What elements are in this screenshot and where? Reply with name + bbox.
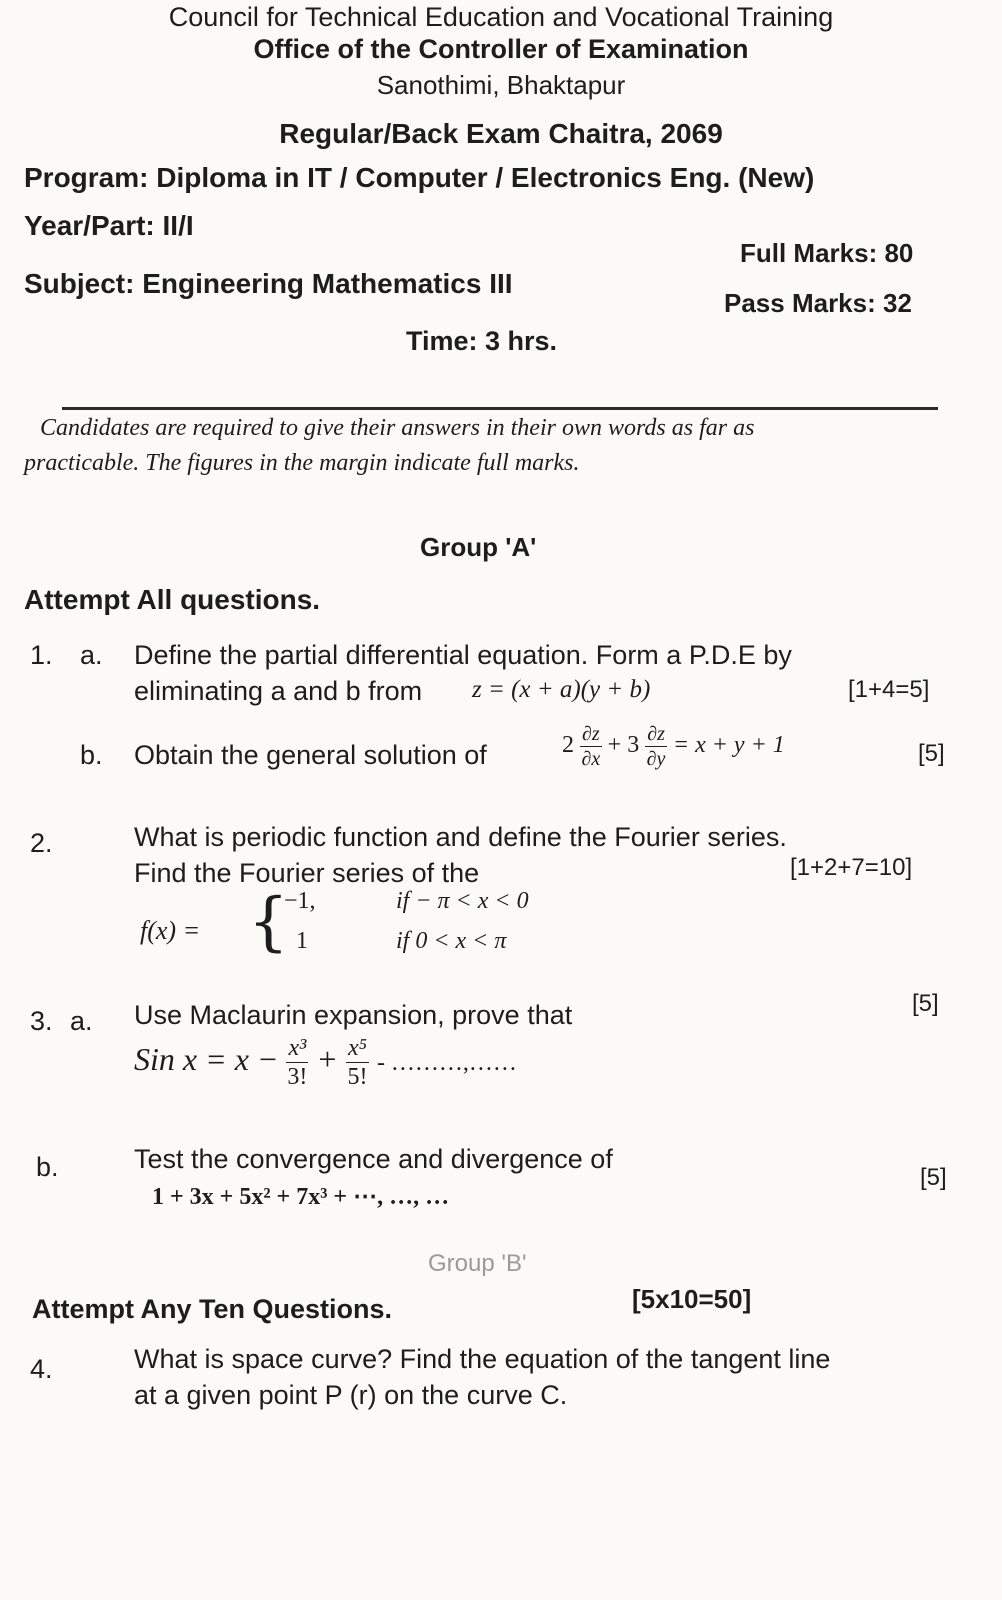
q2-text-line-2: Find the Fourier series of the xyxy=(134,858,480,888)
q4-text-line-1: What is space curve? Find the equation of the tangent line xyxy=(134,1344,831,1374)
q3a-denominator-1: 3! xyxy=(287,1064,308,1090)
instruction-line-1: Candidates are required to give their answers in their own words as far as xyxy=(40,415,755,441)
q3a-fraction-1 xyxy=(286,1036,308,1089)
q1a-equation: z = (x + a)(y + b) xyxy=(472,676,651,703)
full-marks: Full Marks: 80 xyxy=(740,238,914,268)
q1b-rhs: = x + y + 1 xyxy=(672,732,785,759)
q1-number: 1. xyxy=(30,640,53,670)
q1b-plus: + 3 xyxy=(607,732,640,759)
q1b-numerator-1: ∂z xyxy=(582,723,600,745)
group-b-title: Group 'B' xyxy=(428,1250,527,1277)
group-b-instruction: Attempt Any Ten Questions. xyxy=(32,1294,393,1324)
q2-brace: { xyxy=(248,885,289,959)
q1b-fraction-2 xyxy=(645,724,667,769)
group-a-title: Group 'A' xyxy=(420,532,537,562)
q1a-label: a. xyxy=(80,640,103,670)
q1a-text-line-1: Define the partial differential equation. Form a P.D.E by xyxy=(134,640,792,670)
subject-line: Subject: Engineering Mathematics III xyxy=(24,268,513,299)
q4-number: 4. xyxy=(30,1354,53,1384)
q3b-series: 1 + 3x + 5x² + 7x³ + ⋯, …, … xyxy=(152,1184,450,1210)
q3a-lhs: Sin x = x − xyxy=(134,1040,279,1077)
q3a-fraction-2 xyxy=(346,1036,369,1089)
q1b-numerator-2: ∂z xyxy=(647,723,665,745)
q3a-text: Use Maclaurin expansion, prove that xyxy=(134,1000,573,1030)
q3b-marks: [5] xyxy=(920,1164,947,1191)
council-name: Council for Technical Education and Vocational Training xyxy=(168,2,834,32)
program-line: Program: Diploma in IT / Computer / Electronics Eng. (New) xyxy=(24,162,815,193)
q1b-denominator-2: ∂y xyxy=(646,748,666,770)
q3b-text: Test the convergence and divergence of xyxy=(134,1144,613,1174)
q1a-marks: [1+4=5] xyxy=(848,676,930,703)
q3a-series xyxy=(134,1036,517,1089)
header-divider xyxy=(62,407,938,410)
q2-text-line-1: What is periodic function and define the Fourier series. xyxy=(134,822,787,852)
q2-function-lhs: f(x) = xyxy=(140,916,201,945)
q3a-marks: [5] xyxy=(912,990,939,1017)
q1b-fraction-1 xyxy=(580,724,602,769)
q1b-denominator-1: ∂x xyxy=(581,748,601,770)
q3a-label: a. xyxy=(70,1006,93,1036)
q1b-label: b. xyxy=(80,740,103,770)
q3b-label: b. xyxy=(36,1152,59,1182)
q2-case-2-value: 1 xyxy=(296,928,308,954)
q1a-text-line-2: eliminating a and b from xyxy=(134,676,423,706)
q3a-numerator-2: x⁵ xyxy=(347,1035,367,1061)
pass-marks: Pass Marks: 32 xyxy=(724,288,912,318)
q2-marks: [1+2+7=10] xyxy=(790,854,913,881)
exam-title: Regular/Back Exam Chaitra, 2069 xyxy=(279,118,723,149)
q3-number: 3. xyxy=(30,1006,53,1036)
year-part: Year/Part: II/I xyxy=(24,210,194,241)
office-location: Sanothimi, Bhaktapur xyxy=(376,70,626,100)
time-allowed: Time: 3 hrs. xyxy=(406,326,558,356)
q1b-coef-1: 2 xyxy=(562,732,574,759)
group-a-instruction: Attempt All questions. xyxy=(24,584,321,615)
q1b-equation xyxy=(562,724,785,769)
q3a-numerator-1: x³ xyxy=(288,1035,307,1061)
office-name: Office of the Controller of Examination xyxy=(253,34,749,64)
q2-case-1-value: −1, xyxy=(284,888,316,914)
q3a-tail: - ………,…… xyxy=(376,1049,517,1076)
q3a-denominator-2: 5! xyxy=(347,1064,368,1090)
group-b-marks: [5x10=50] xyxy=(632,1284,752,1314)
q1b-marks: [5] xyxy=(918,740,945,767)
q2-number: 2. xyxy=(30,828,53,858)
q2-case-2-condition: if 0 < x < π xyxy=(396,928,507,954)
q1b-text: Obtain the general solution of xyxy=(134,740,487,770)
instruction-line-2: practicable. The figures in the margin indicate full marks. xyxy=(24,450,580,476)
q4-text-line-2: at a given point P (r) on the curve C. xyxy=(134,1380,568,1410)
q2-case-1-condition: if − π < x < 0 xyxy=(396,888,529,914)
q3a-plus: + xyxy=(316,1040,338,1077)
